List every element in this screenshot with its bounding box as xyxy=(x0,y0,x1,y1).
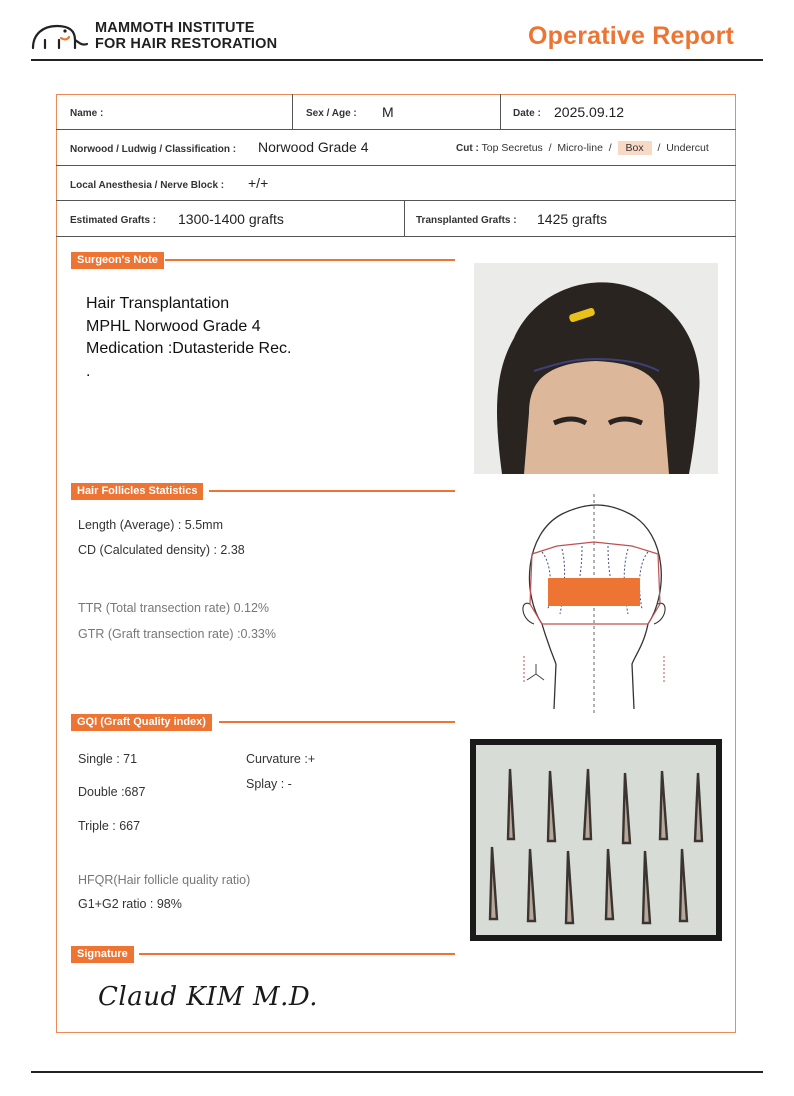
institute-name xyxy=(95,20,277,52)
note-line: . xyxy=(86,362,91,380)
graft-sample-photo xyxy=(470,739,722,941)
name-label: Name : xyxy=(70,108,104,119)
footer-divider xyxy=(31,1071,763,1073)
anesthesia-field[interactable]: +/+ xyxy=(248,175,269,191)
splay-stat: Splay : - xyxy=(246,777,292,791)
patient-head-photo xyxy=(474,263,718,474)
section-rule xyxy=(165,259,455,261)
institute-name-line2: FOR HAIR RESTORATION xyxy=(95,36,278,52)
anesthesia-label: Local Anesthesia / Nerve Block : xyxy=(70,180,225,191)
note-line: Medication :Dutasteride Rec. xyxy=(86,340,292,357)
hfqr-label: HFQR(Hair follicle quality ratio) xyxy=(78,873,251,887)
sex-age-label: Sex / Age : xyxy=(306,108,357,119)
row-divider xyxy=(56,165,736,166)
row-divider xyxy=(56,129,736,130)
donor-area-diagram xyxy=(512,494,676,714)
estimated-grafts-label: Estimated Grafts : xyxy=(70,215,157,226)
classification-field[interactable]: Norwood Grade 4 xyxy=(258,139,369,155)
surgeon-signature: Claud KIM M.D. xyxy=(98,982,319,1012)
header-divider xyxy=(31,59,763,61)
follicle-stats-tag: Hair Follicles Statistics xyxy=(71,483,203,500)
cut-option-micro-line[interactable]: Micro-line xyxy=(557,142,603,154)
gtr-stat: GTR (Graft transection rate) :0.33% xyxy=(78,627,276,641)
g1g2-ratio: G1+G2 ratio : 98% xyxy=(78,897,182,911)
row-divider xyxy=(56,236,736,237)
sex-age-field[interactable]: M xyxy=(382,104,394,120)
triple-count: Triple : 667 xyxy=(78,819,141,833)
gqi-tag: GQI (Graft Quality index) xyxy=(71,714,212,731)
surgeons-note-text xyxy=(86,293,291,383)
cell-divider xyxy=(500,94,501,129)
cut-option-undercut[interactable]: Undercut xyxy=(666,142,709,154)
signature-tag: Signature xyxy=(71,946,134,963)
cell-divider xyxy=(404,200,405,236)
transplanted-grafts-field[interactable]: 1425 grafts xyxy=(537,211,608,227)
note-line: Hair Transplantation xyxy=(86,295,230,312)
transplanted-grafts-label: Transplanted Grafts : xyxy=(416,215,517,226)
cut-option-top-secretus[interactable]: Top Secretus xyxy=(481,142,543,154)
institute-logo-mark xyxy=(31,20,91,52)
report-title: Operative Report xyxy=(528,22,735,50)
surgeons-note-tag: Surgeon's Note xyxy=(71,252,164,269)
estimated-grafts-field[interactable]: 1300-1400 grafts xyxy=(178,211,284,227)
density-stat: CD (Calculated density) : 2.38 xyxy=(78,543,245,557)
ttr-stat: TTR (Total transection rate) 0.12% xyxy=(78,601,270,615)
double-count: Double :687 xyxy=(78,785,146,799)
date-label: Date : xyxy=(513,108,541,119)
classification-label: Norwood / Ludwig / Classification : xyxy=(70,144,237,155)
date-field[interactable]: 2025.09.12 xyxy=(554,104,625,120)
length-stat: Length (Average) : 5.5mm xyxy=(78,518,223,532)
single-count: Single : 71 xyxy=(78,752,138,766)
cut-options: Cut : Top Secretus / Micro-line / Box / Undercut xyxy=(456,142,709,154)
cell-divider xyxy=(292,94,293,129)
note-line: MPHL Norwood Grade 4 xyxy=(86,317,261,335)
section-rule xyxy=(209,490,455,492)
cut-label: Cut : xyxy=(456,143,479,154)
cut-option-box[interactable]: Box xyxy=(618,141,652,155)
curvature-stat: Curvature :+ xyxy=(246,752,316,766)
section-rule xyxy=(139,953,455,955)
institute-name-line1: MAMMOTH INSTITUTE xyxy=(95,20,255,36)
row-divider xyxy=(56,200,736,201)
section-rule xyxy=(219,721,455,723)
